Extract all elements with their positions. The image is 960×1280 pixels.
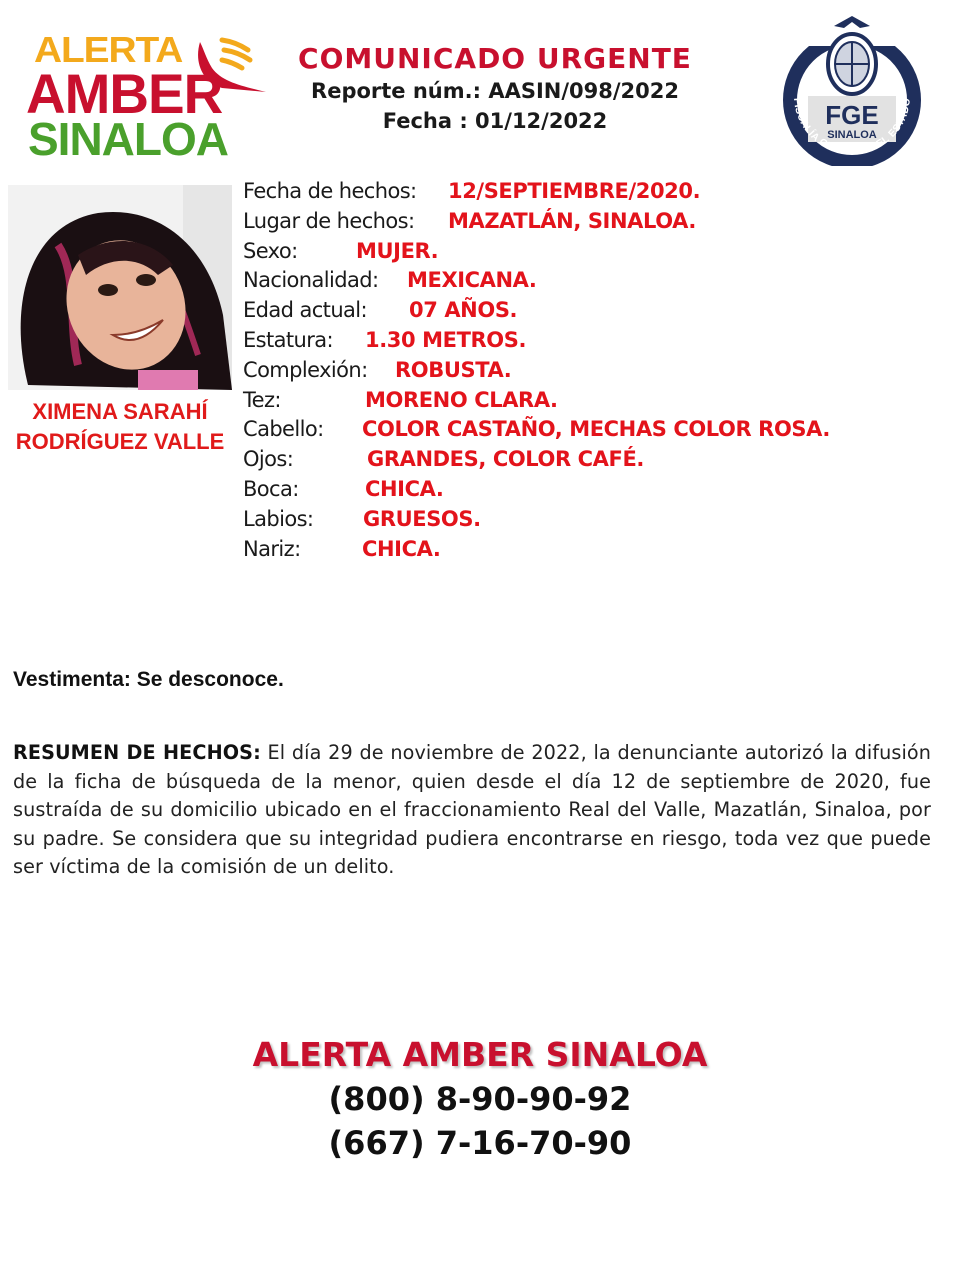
field-label: Complexión: xyxy=(243,357,368,382)
field-value: MORENO CLARA. xyxy=(365,387,558,412)
field-value: MAZATLÁN, SINALOA. xyxy=(448,208,696,233)
field-row xyxy=(243,176,701,206)
field-label: Boca: xyxy=(243,476,299,501)
field-value: 1.30 METROS. xyxy=(365,327,527,352)
field-row xyxy=(243,504,481,534)
field-row xyxy=(243,265,537,295)
clothing-info: Vestimenta: Se desconoce. xyxy=(13,668,284,691)
bulletin-title: COMUNICADO URGENTE xyxy=(298,42,692,75)
seal-ring-text: FISCALÍA GENERAL DEL ESTADO xyxy=(790,97,914,158)
field-label: Labios: xyxy=(243,506,314,531)
incident-summary xyxy=(13,739,931,882)
field-row xyxy=(243,474,444,504)
field-value: MEXICANA. xyxy=(407,268,537,293)
logo-amber: AMBER xyxy=(26,62,223,125)
seal-initials: FGE xyxy=(825,100,879,130)
logo-sinaloa: SINALOA xyxy=(28,113,228,165)
report-number: Reporte núm.: AASIN/098/2022 xyxy=(311,79,679,103)
summary-label: RESUMEN DE HECHOS: xyxy=(13,741,261,764)
field-label: Estatura: xyxy=(243,327,334,352)
field-label: Fecha de hechos: xyxy=(243,179,417,203)
fge-seal xyxy=(772,16,932,166)
field-value: ROBUSTA. xyxy=(395,357,512,382)
name-line-2: RODRÍGUEZ VALLE xyxy=(15,429,225,454)
field-value: CHICA. xyxy=(362,536,441,561)
field-row xyxy=(243,534,441,564)
field-label: Edad actual: xyxy=(243,298,368,323)
summary-text: El día 29 de noviembre de 2022, la denunciante autorizó la difusión de la ficha de búsqueda de la menor, quien desde el día 12 de septiembre de 2020, fue sustraída de su domicilio ubicado en el fraccionamiento Real del Valle, Mazatlán, Sinaloa, por su padre. Se considera que su integridad pudiera encontrarse en riesgo, toda vez que puede ser víctima de la comisión de un delito. xyxy=(13,741,932,878)
field-value: MUJER. xyxy=(356,238,439,263)
field-row xyxy=(243,236,439,266)
field-value: 07 AÑOS. xyxy=(409,298,518,323)
field-value: 12/SEPTIEMBRE/2020. xyxy=(448,179,701,203)
field-label: Nacionalidad: xyxy=(243,268,379,293)
field-label: Lugar de hechos: xyxy=(243,208,415,233)
field-row xyxy=(243,355,512,385)
field-label: Tez: xyxy=(243,387,281,412)
field-value: CHICA. xyxy=(365,476,444,501)
field-value: GRUESOS. xyxy=(363,506,481,531)
field-label: Cabello: xyxy=(243,417,324,442)
missing-child-name xyxy=(0,397,240,457)
field-row xyxy=(243,325,527,355)
missing-child-photo xyxy=(8,185,232,390)
description-fields xyxy=(243,176,830,563)
phone-number-1: (800) 8-90-90-92 xyxy=(328,1080,632,1118)
phone-number-2: (667) 7-16-70-90 xyxy=(328,1124,632,1162)
field-label: Nariz: xyxy=(243,536,301,561)
field-row xyxy=(243,414,830,444)
contact-footer xyxy=(0,1033,960,1165)
field-label: Ojos: xyxy=(243,447,294,472)
report-date: Fecha : 01/12/2022 xyxy=(382,109,608,133)
field-label: Sexo: xyxy=(243,238,298,263)
alerta-amber-logo xyxy=(22,28,262,163)
field-row xyxy=(243,206,696,236)
field-row xyxy=(243,295,518,325)
seal-state: SINALOA xyxy=(827,129,877,141)
name-line-1: XIMENA SARAHÍ xyxy=(32,399,208,424)
field-value: GRANDES, COLOR CAFÉ. xyxy=(367,447,644,472)
bulletin-header xyxy=(260,42,730,136)
field-row xyxy=(243,444,644,474)
field-row xyxy=(243,385,558,415)
field-value: COLOR CASTAÑO, MECHAS COLOR ROSA. xyxy=(362,417,830,442)
logo-alerta: ALERTA xyxy=(34,29,183,70)
footer-title: ALERTA AMBER SINALOA xyxy=(252,1035,708,1074)
